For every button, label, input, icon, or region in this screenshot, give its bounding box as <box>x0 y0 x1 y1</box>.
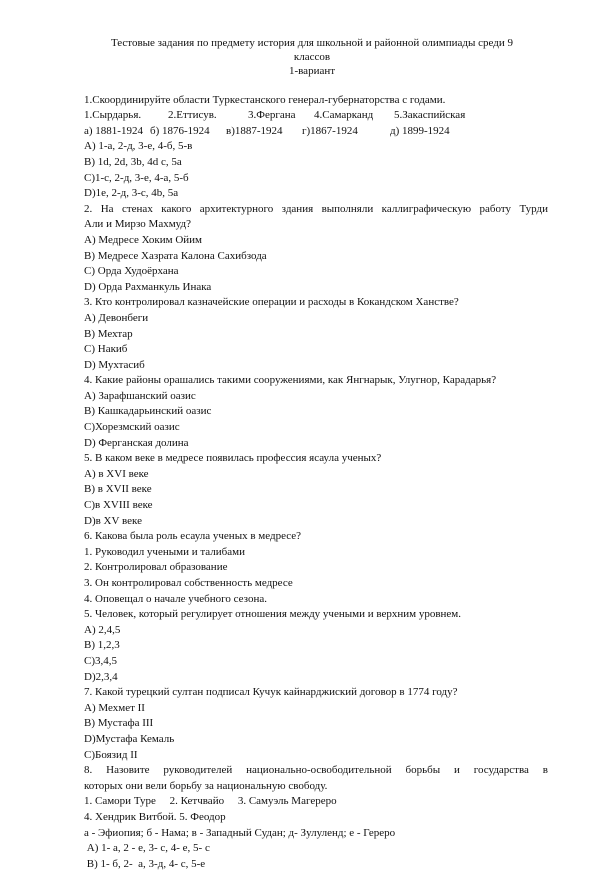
question-7 <box>84 685 548 763</box>
answer-option: В) Мустафа III <box>84 717 154 730</box>
statement-item: 3. Он контролировал собственность медресе <box>84 577 293 590</box>
year-item: д) 1899-1924 <box>390 124 450 137</box>
leaders-list: 1. Самори Туре 2. Кетчвайо 3. Самуэль Магереро <box>84 795 337 808</box>
year-item: в)1887-1924 <box>226 124 283 137</box>
answer-option: А) 2,4,5 <box>84 623 121 636</box>
answer-option: С) Орда Худоёрхана <box>84 265 179 278</box>
answer-option: В) 1,2,3 <box>84 639 120 652</box>
answer-option: D) Мухтасиб <box>84 358 145 371</box>
question-2-text: 2. На стенах какого архитектурного здания выполняли каллиграфическую работу Турди <box>84 202 548 215</box>
answer-option: А) Зарафшанский оазис <box>84 389 196 402</box>
question-1-years <box>84 124 548 140</box>
region-item: 5.Закаспийская <box>394 109 466 122</box>
countries-list: а - Эфиопия; б - Нама; в - Западный Судан; д- Зулуленд; е - Гереро <box>84 826 396 839</box>
question-8-text: 8. Назовите руководителей национально-освободительной борьбы и государства в <box>84 764 548 777</box>
answer-option: С)Боязид II <box>84 748 138 761</box>
question-4 <box>84 373 548 451</box>
question-2-text-cont: Али и Мирзо Махмуд? <box>84 218 191 231</box>
answer-option: D) Орда Рахманкуль Инака <box>84 280 212 293</box>
variant-label: 1-вариант <box>288 65 336 78</box>
question-1 <box>84 93 548 202</box>
statement-item: 4. Оповещал о начале учебного сезона. <box>84 592 267 605</box>
answer-option: С) Накиб <box>84 343 128 356</box>
answer-option: С)1-с, 2-д, 3-е, 4-а, 5-б <box>84 171 189 184</box>
answer-option: В) Медресе Хазрата Калона Сахибзода <box>84 249 267 262</box>
leaders-list: 4. Хендрик Витбой. 5. Феодор <box>84 810 226 823</box>
question-6 <box>84 529 548 685</box>
question-1-text: 1.Скоординируйте области Туркестанского генерал-губернаторства с годами. <box>84 93 446 106</box>
question-3-text: 3. Кто контролировал казначейские операции и расходы в Кокандском Ханстве? <box>84 296 459 309</box>
answer-option: D)Мустафа Кемаль <box>84 732 175 745</box>
answer-option: В) в XVII веке <box>84 483 152 496</box>
question-5 <box>84 451 548 529</box>
answer-option: А) 1-а, 2-д, 3-е, 4-б, 5-в <box>84 140 193 153</box>
question-7-text: 7. Какой турецкий султан подписал Кучук кайнарджиский договор в 1774 году? <box>84 686 458 699</box>
answer-option: В) 1d, 2d, 3b, 4d c, 5a <box>84 155 182 168</box>
question-5-text: 5. В каком веке в медресе появилась профессия ясаула ученых? <box>84 452 382 465</box>
answer-option: D)2,3,4 <box>84 670 118 683</box>
answer-option: А) Медресе Хоким Ойим <box>84 233 203 246</box>
statement-item: 5. Человек, который регулирует отношения между учеными и верхним уровнем. <box>84 608 462 621</box>
title-line-1: Тестовые задания по предмету история для школьной и районной олимпиады среди 9 <box>110 37 514 49</box>
answer-option: В) 1- б, 2- а, 3-д, 4- с, 5-е <box>84 857 206 870</box>
year-item: б) 1876-1924 <box>150 124 210 137</box>
answer-option: С)3,4,5 <box>84 654 117 667</box>
answer-option: С)Хорезмский оазис <box>84 421 180 434</box>
question-2 <box>84 202 548 296</box>
answer-option: В) Мехтар <box>84 327 133 340</box>
year-item: г)1867-1924 <box>302 124 358 137</box>
question-6-text: 6. Какова была роль есаула ученых в медресе? <box>84 530 302 543</box>
region-item: 4.Самарканд <box>314 109 374 122</box>
answer-option: D)1e, 2-д, 3-с, 4b, 5a <box>84 187 179 200</box>
header-spacer <box>84 79 548 93</box>
question-8-text-cont: которых они вели борьбу за национальную свободу. <box>84 779 328 792</box>
statement-item: 2. Контролировал образование <box>84 561 228 574</box>
answer-option: А) Мехмет II <box>84 701 145 714</box>
question-4-text: 4. Какие районы орашались такими сооружениями, как Янгнарык, Улугнор, Карадарья? <box>84 374 497 387</box>
answer-option: А) Девонбеги <box>84 311 149 324</box>
statement-item: 1. Руководил учеными и талибами <box>84 545 245 558</box>
question-1-regions <box>84 108 548 124</box>
answer-option: D) Ферганская долина <box>84 436 189 449</box>
region-item: 2.Еттисув. <box>168 109 217 122</box>
question-3 <box>84 295 548 373</box>
year-item: а) 1881-1924 <box>84 124 143 137</box>
answer-option: А) 1- а, 2 - е, 3- с, 4- е, 5- с <box>84 842 210 855</box>
title-line-2: классов <box>293 51 331 64</box>
question-8 <box>84 763 548 872</box>
answer-option: В) Кашкадарьинский оазис <box>84 405 212 418</box>
document-header <box>76 36 548 79</box>
answer-option: А) в XVI веке <box>84 467 149 480</box>
answer-option: D)в XV веке <box>84 514 142 527</box>
region-item: 3.Фергана <box>248 109 296 122</box>
region-item: 1.Сырдарья. <box>84 109 142 122</box>
answer-option: С)в XVIII веке <box>84 499 153 512</box>
